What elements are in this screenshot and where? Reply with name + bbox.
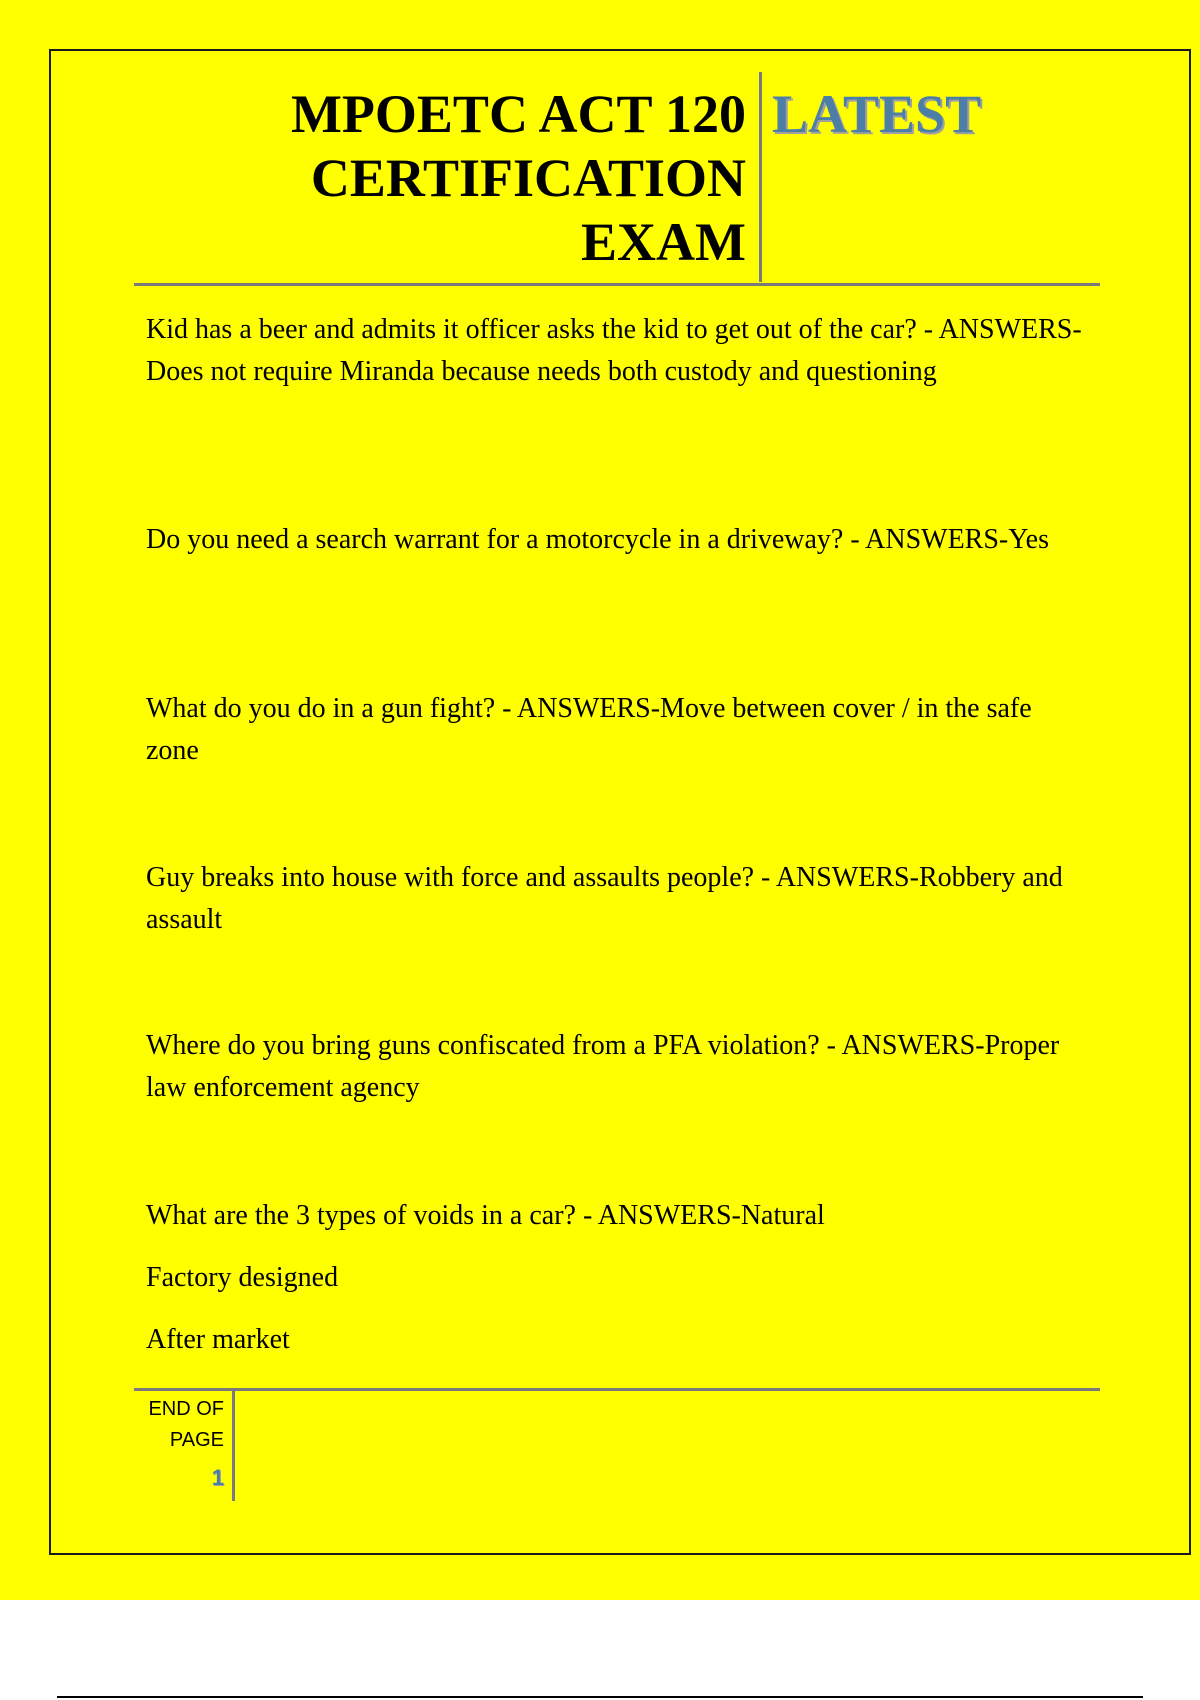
qa-item-5: Where do you bring guns confiscated from a PFA violation? - ANSWERS-Proper law enforcement agency [146, 1030, 1060, 1103]
qa-item-4: Guy breaks into house with force and assaults people? - ANSWERS-Robbery and assault [146, 862, 1063, 935]
footer-rule [134, 1388, 1100, 1391]
document-title [134, 82, 746, 274]
qa-item-6-answer-3: After market [146, 1324, 290, 1355]
footer-divider [232, 1391, 235, 1501]
latest-badge: LATEST [772, 84, 982, 144]
end-of-page-label [134, 1394, 224, 1456]
title-divider [759, 72, 762, 282]
title-rule [134, 283, 1100, 286]
title-line-2: CERTIFICATION [310, 148, 746, 208]
footer-label-line-1: END OF [148, 1398, 224, 1420]
qa-item-3: What do you do in a gun fight? - ANSWERS-Move between cover / in the safe zone [146, 693, 1032, 766]
title-line-3: EXAM [581, 212, 746, 272]
qa-item-6-answer-2: Factory designed [146, 1262, 339, 1293]
qa-item-2: Do you need a search warrant for a motorcycle in a driveway? - ANSWERS-Yes [146, 524, 1049, 555]
qa-item-6-question: What are the 3 types of voids in a car? - ANSWERS-Natural [146, 1200, 825, 1231]
title-block [134, 72, 1100, 286]
qa-item-1: Kid has a beer and admits it officer asks the kid to get out of the car? - ANSWERS-Does not require Miranda because needs both custody and questioning [146, 314, 1082, 387]
title-line-1: MPOETC ACT 120 [290, 84, 746, 144]
footer-label-line-2: PAGE [169, 1429, 224, 1451]
page-number: 1 [211, 1465, 224, 1490]
bottom-rule [57, 1696, 1143, 1698]
